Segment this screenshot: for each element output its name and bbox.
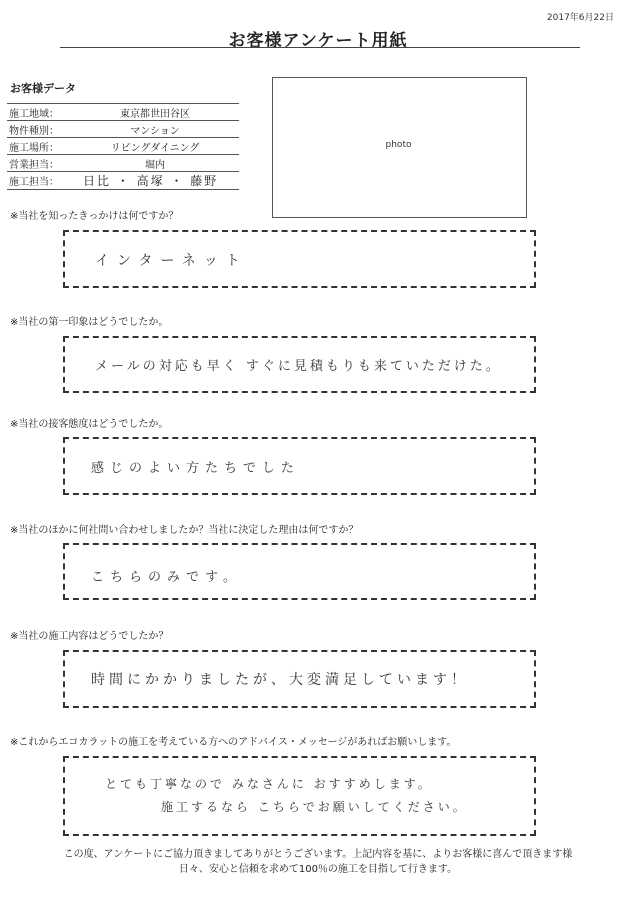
- row-label: 施工場所：: [7, 138, 71, 155]
- answer-text: メールの対応も早く すぐに見積もりも来ていただけた。: [95, 359, 502, 374]
- question-4: ※当社のほかに何社問い合わせしましたか？当社に決定した理由は何ですか？: [10, 525, 359, 536]
- row-label: 施工地域：: [7, 104, 71, 121]
- question-1: ※当社を知ったきっかけは何ですか？: [10, 211, 179, 222]
- row-value-handwritten: 日比 ・ 高塚 ・ 藤野: [71, 172, 239, 190]
- row-value: 堀内: [71, 155, 239, 172]
- photo-label: photo: [385, 140, 412, 150]
- table-row: [7, 121, 239, 138]
- footer-line-2: 日々、安心と信頼を求めて100％の施工を目指して行きます。: [178, 864, 458, 875]
- question-6: ※これからエコカラットの施工を考えている方へのアドバイス・メッセージがあればお願いします。: [10, 737, 457, 748]
- question-2: ※当社の第一印象はどうでしたか。: [10, 317, 169, 328]
- row-label: 施工担当：: [7, 172, 71, 190]
- table-row: [7, 138, 239, 155]
- answer-box-2: [63, 336, 536, 393]
- customer-data-table: [7, 103, 239, 190]
- answer-text: 感じのよい方たちでした: [91, 461, 300, 476]
- answer-text-line-2: 施工するなら こちらでお願いしてください。: [161, 800, 468, 814]
- customer-data-heading: お客様データ: [10, 82, 76, 95]
- answer-box-1: [63, 230, 536, 288]
- table-row: [7, 155, 239, 172]
- footer-line-1: この度、アンケートにご協力頂きましてありがとうございます。上記内容を基に、よりお客様に喜んで頂きます様: [63, 849, 573, 860]
- answer-box-6: [63, 756, 536, 836]
- row-value: リビングダイニング: [71, 138, 239, 155]
- row-label: 物件種別：: [7, 121, 71, 138]
- answer-text: 時間にかかりましたが、大変満足しています！: [91, 672, 469, 688]
- table-row: [7, 172, 239, 190]
- answer-box-4: [63, 543, 536, 600]
- row-label: 営業担当：: [7, 155, 71, 172]
- footer-message: [0, 847, 636, 877]
- row-value: 東京都世田谷区: [71, 104, 239, 121]
- answer-text: こちらのみです。: [91, 570, 242, 585]
- answer-text: インターネット: [95, 253, 248, 269]
- row-value: マンション: [71, 121, 239, 138]
- survey-date: 2017年6月22日: [546, 13, 614, 23]
- title-underline: [60, 47, 580, 48]
- answer-box-3: [63, 437, 536, 495]
- question-3: ※当社の接客態度はどうでしたか。: [10, 419, 169, 430]
- question-5: ※当社の施工内容はどうでしたか？: [10, 631, 169, 642]
- answer-text-line-1: とても丁寧なので みなさんに おすすめします。: [105, 777, 433, 791]
- page-title: お客様アンケート用紙: [228, 31, 408, 51]
- table-row: [7, 104, 239, 121]
- answer-box-5: [63, 650, 536, 708]
